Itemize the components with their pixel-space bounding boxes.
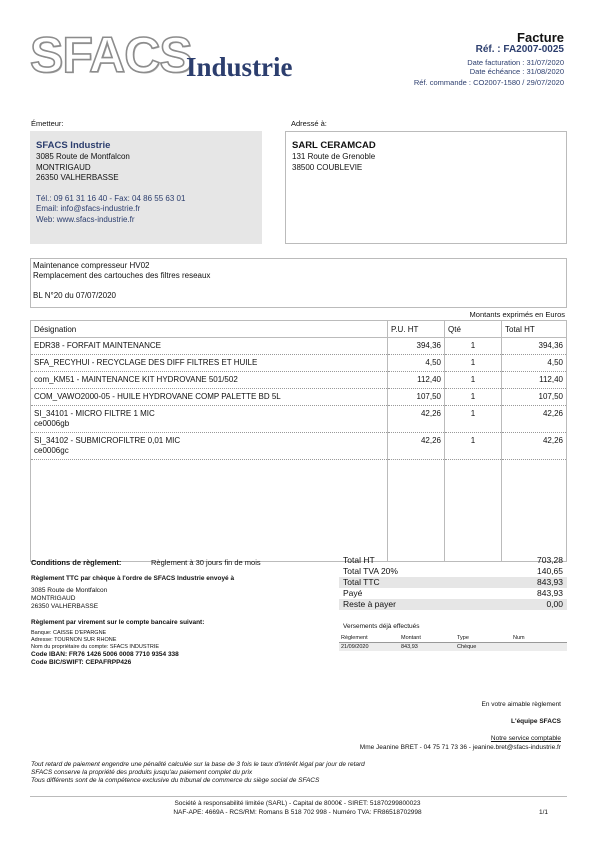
order-ref: Réf. commande : CO2007-1580 / 29/07/2020 [413, 78, 564, 87]
line-unit-price [388, 372, 445, 389]
cheque-address3: 26350 VALHERBASSE [31, 603, 99, 610]
line-quantity [445, 338, 502, 355]
emitter-website[interactable]: Web: www.sfacs-industrie.fr [36, 214, 135, 224]
line-designation [31, 355, 388, 372]
line-unit-price-text: 112,40 [417, 375, 441, 384]
emitter-address1: 3085 Route de Montfalcon [36, 152, 130, 161]
total-value: 0,00 [546, 599, 563, 609]
line-quantity-text: 1 [470, 436, 476, 445]
page-number: 1/1 [538, 809, 548, 816]
line-total-text: 42,26 [542, 436, 563, 445]
line-quantity [445, 406, 502, 433]
line-total [502, 355, 567, 372]
total-value: 843,93 [537, 588, 563, 598]
table-row [31, 406, 567, 433]
line-designation-text: SI_34101 - MICRO FILTRE 1 MIC [34, 409, 155, 418]
line-total [502, 406, 567, 433]
line-reference: ce0006gb [34, 419, 70, 428]
legal-line1: Tout retard de paiement engendre une pénalité calculée sur la base de 3 fois le taux d'intérêt légal par jour de retard [31, 761, 365, 768]
cheque-title: Règlement TTC par chèque à l'ordre de SFACS Industrie envoyé à [31, 575, 235, 582]
line-total-text: 4,50 [547, 358, 563, 367]
bank-details [31, 630, 179, 667]
invoice-title: Facture [517, 30, 564, 45]
table-row [31, 372, 567, 389]
line-unit-price-text: 4,50 [425, 358, 441, 367]
line-unit-price [388, 433, 445, 460]
bic: Code BIC/SWIFT: CEPAFRPP426 [31, 659, 132, 666]
line-unit-price-text: 42,26 [420, 409, 441, 418]
line-total-text: 42,26 [542, 409, 563, 418]
col-designation: Désignation [31, 321, 388, 338]
line-designation-text: com_KM51 - MAINTENANCE KIT HYDROVANE 501/502 [34, 375, 238, 384]
currency-note: Montants exprimés en Euros [469, 310, 565, 319]
line-designation [31, 433, 388, 460]
accounting-contact: Mme Jeanine BRET - 04 75 71 73 36 - jeanine.bret@sfacs-industrie.fr [359, 744, 561, 751]
legal-notes [31, 761, 365, 785]
footer-line1: Société à responsabilité limitée (SARL) - Capital de 8000€ - SIRET: 51870299800023 [174, 800, 421, 807]
company-logo-subtitle: Industrie [186, 52, 293, 82]
table-row [31, 389, 567, 406]
cheque-address1: 3085 Route de Montfalcon [31, 587, 108, 594]
total-row [339, 577, 567, 588]
line-designation-text: SFA_RECYHUI - RECYCLAGE DES DIFF FILTRES ET HUILE [34, 358, 258, 367]
col-unit-price: P.U. HT [388, 321, 445, 338]
total-label: Payé [343, 588, 363, 598]
total-value: 703,28 [537, 555, 563, 565]
pay-col-num: Num [511, 634, 567, 643]
payments-title: Versements déjà effectués [343, 623, 420, 630]
line-total [502, 389, 567, 406]
total-label: Total TTC [343, 577, 380, 587]
recipient-name: SARL CERAMCAD [292, 140, 376, 151]
total-row [339, 588, 567, 599]
line-quantity [445, 372, 502, 389]
invoice-date: Date facturation : 31/07/2020 [467, 58, 564, 67]
line-designation [31, 389, 388, 406]
accounting-service: Notre service comptable [490, 735, 561, 742]
col-quantity: Qté [445, 321, 502, 338]
emitter-box [30, 131, 262, 244]
total-label: Total TVA 20% [343, 566, 398, 576]
col-total: Total HT [502, 321, 567, 338]
emitter-phone: Tél.: 09 61 31 16 40 - Fax: 04 86 55 63 01 [36, 193, 186, 203]
emitter-address2: MONTRIGAUD [36, 162, 91, 172]
pay-col-reglement: Règlement [339, 634, 399, 643]
pay-col-type: Type [455, 634, 511, 643]
closing-greeting: En votre aimable règlement [481, 701, 561, 708]
line-total [502, 372, 567, 389]
object-line1: Maintenance compresseur HV02 [33, 261, 150, 270]
line-unit-price-text: 394,36 [416, 341, 441, 350]
line-quantity [445, 355, 502, 372]
payment-row [339, 643, 567, 652]
line-quantity [445, 433, 502, 460]
emitter-address3: 26350 VALHERBASSE [36, 173, 119, 182]
object-box [30, 258, 567, 308]
line-total-text: 107,50 [538, 392, 563, 401]
line-total [502, 433, 567, 460]
recipient-address1: 131 Route de Grenoble [292, 152, 376, 161]
bank-title: Règlement par virement sur le compte bancaire suivant: [31, 619, 205, 626]
table-row [31, 338, 567, 355]
line-unit-price-text: 42,26 [420, 436, 441, 445]
line-quantity-text: 1 [470, 409, 476, 418]
company-logo: SFACS [30, 27, 192, 83]
total-label: Reste à payer [343, 599, 396, 609]
recipient-box [285, 131, 567, 244]
line-unit-price [388, 338, 445, 355]
line-designation-text: EDR38 - FORFAIT MAINTENANCE [34, 341, 161, 350]
table-row [31, 433, 567, 460]
legal-line3: Tous différents sont de la compétence exclusive du tribunal de commerce du siège social de SFACS [31, 777, 320, 784]
legal-line2: SFACS conserve la propriété des produits jusqu'au paiement complet du prix [31, 769, 253, 776]
total-row [339, 555, 567, 566]
table-row [31, 355, 567, 372]
line-quantity [445, 389, 502, 406]
line-total-text: 394,36 [538, 341, 563, 350]
payments-table [339, 634, 567, 651]
total-value: 140,65 [537, 566, 563, 576]
bank-owner: Nom du propriétaire du compte: SFACS INDUSTRIE [31, 644, 160, 650]
conditions-value: Règlement à 30 jours fin de mois [151, 558, 261, 567]
bank-name: Banque: CAISSE D'EPARGNE [31, 630, 107, 636]
payment-type: Chèque [455, 643, 511, 652]
totals-box [339, 555, 567, 610]
line-quantity-text: 1 [470, 392, 476, 401]
emitter-email[interactable]: Email: info@sfacs-industrie.fr [36, 204, 141, 213]
line-unit-price [388, 406, 445, 433]
cheque-address [31, 587, 107, 611]
pay-col-montant: Montant [399, 634, 455, 643]
emitter-label: Émetteur: [31, 119, 64, 128]
line-designation [31, 372, 388, 389]
line-designation-text: COM_VAWO2000-05 - HUILE HYDROVANE COMP PALETTE BD 5L [34, 392, 281, 401]
line-quantity-text: 1 [470, 358, 476, 367]
line-quantity-text: 1 [470, 341, 476, 350]
invoice-due-date: Date échéance : 31/08/2020 [469, 67, 564, 76]
iban: Code IBAN: FR76 1426 5006 0008 7710 9354 338 [31, 651, 179, 658]
object-line2: Remplacement des cartouches des filtres reseaux [33, 271, 211, 280]
payment-num [511, 643, 567, 652]
line-reference: ce0006gc [34, 446, 69, 455]
line-designation [31, 406, 388, 433]
payment-date: 21/09/2020 [339, 643, 399, 652]
invoice-lines-table [30, 320, 567, 562]
line-total [502, 338, 567, 355]
emitter-name: SFACS Industrie [36, 140, 111, 151]
invoice-ref: Réf. : FA2007-0025 [475, 44, 564, 55]
line-unit-price-text: 107,50 [416, 392, 441, 401]
recipient-label: Adressé à: [291, 119, 327, 128]
total-label: Total HT [343, 555, 375, 565]
line-quantity-text: 1 [470, 375, 476, 384]
line-unit-price [388, 389, 445, 406]
closing-team: L'équipe SFACS [511, 718, 561, 725]
delivery-note: BL N°20 du 07/07/2020 [33, 291, 116, 300]
total-row [339, 599, 567, 610]
footer-divider [30, 796, 567, 797]
line-unit-price [388, 355, 445, 372]
line-total-text: 112,40 [539, 375, 563, 384]
recipient-address2: 38500 COUBLEVIE [292, 162, 363, 172]
total-row [339, 566, 567, 577]
payment-amount: 843,93 [399, 643, 455, 652]
line-designation-text: SI_34102 - SUBMICROFILTRE 0,01 MIC [34, 436, 181, 445]
line-designation [31, 338, 388, 355]
footer-line2: NAF-APE: 4669A - RCS/RM: Romans B 518 702 998 - Numéro TVA: FR86518702998 [173, 809, 422, 816]
bank-address: Adresse: TOURNON SUR RHONE [31, 637, 117, 643]
cheque-address2: MONTRIGAUD [31, 595, 76, 602]
conditions-label: Conditions de règlement: [31, 558, 122, 567]
total-value: 843,93 [537, 577, 563, 587]
